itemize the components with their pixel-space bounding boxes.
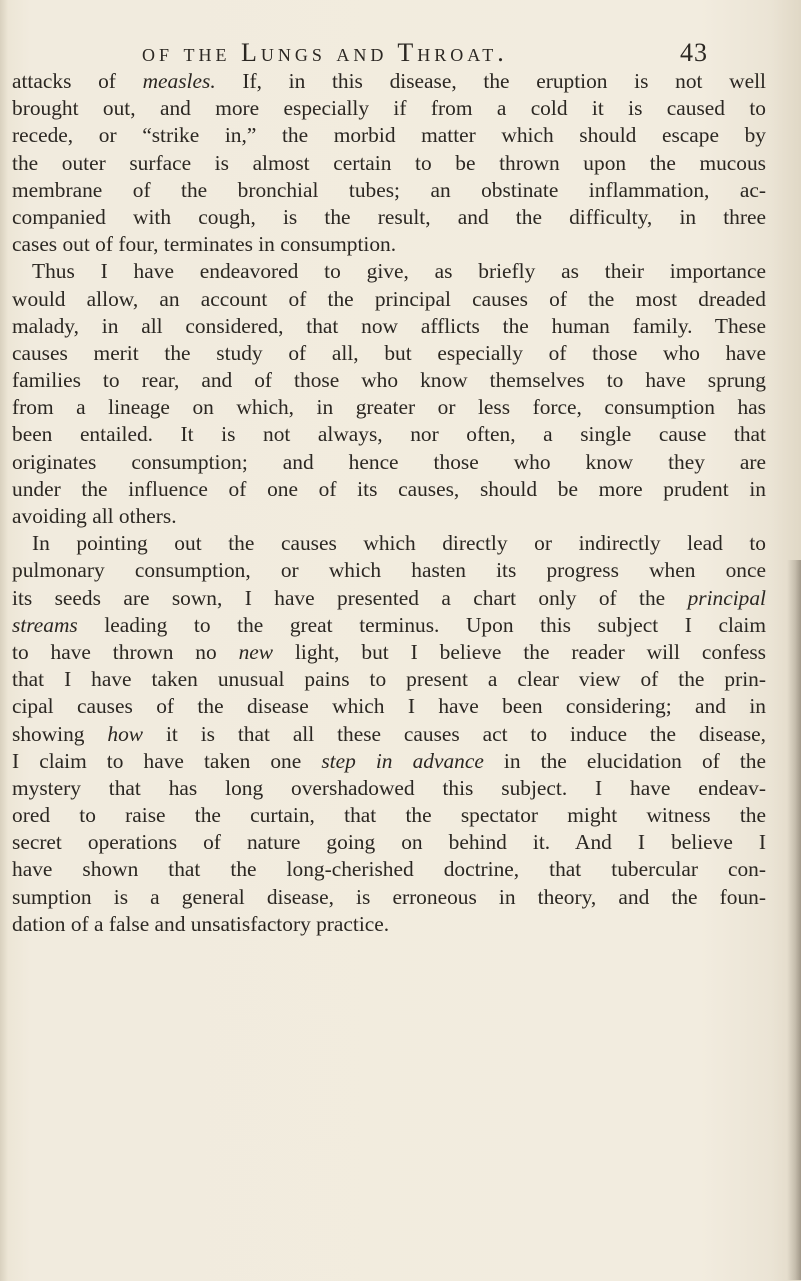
text-run: brought out, and more especially if from a cold it is caused to xyxy=(12,96,766,121)
text-line xyxy=(6,122,766,149)
text-run: secret operations of nature going on behind it. And I believe I xyxy=(12,830,766,855)
text-run: pulmonary consumption, or which hasten its progress when once xyxy=(12,558,766,583)
paragraph xyxy=(6,258,800,530)
text-run: originates consumption; and hence those who know they are xyxy=(12,449,766,474)
text-run: sumption is a general disease, is erroneous in theory, and the foun- xyxy=(12,884,766,909)
text-line xyxy=(6,394,766,421)
text-run: If, in this disease, the eruption is not well xyxy=(215,69,766,93)
text-run: would allow, an account of the principal causes of the most dreaded xyxy=(12,286,766,311)
italic-text: principal xyxy=(687,585,766,610)
text-line xyxy=(6,231,766,258)
text-line xyxy=(6,503,766,530)
text-run: its seeds are sown, I have presented a chart only of the xyxy=(12,585,688,610)
paragraph xyxy=(6,68,800,258)
text-run: been entailed. It is not always, nor often, a single cause that xyxy=(12,422,766,447)
text-run: showing xyxy=(12,721,108,746)
text-line xyxy=(6,367,766,394)
text-line xyxy=(6,612,766,639)
text-line xyxy=(6,693,766,720)
text-line xyxy=(6,258,766,285)
text-line xyxy=(6,313,766,340)
text-run: from a lineage on which, in greater or less force, consumption has xyxy=(12,395,766,420)
text-run: to have thrown no xyxy=(12,639,239,664)
text-run: that I have taken unusual pains to present a clear view of the prin- xyxy=(12,667,766,692)
text-line xyxy=(6,721,766,748)
italic-text: measles. xyxy=(142,69,216,93)
text-line xyxy=(6,68,766,95)
text-line xyxy=(6,666,766,693)
text-run: causes merit the study of all, but especially of those who have xyxy=(12,340,766,365)
text-run: have shown that the long-cherished doctrine, that tubercular con- xyxy=(12,857,766,882)
text-run: under the influence of one of its causes, should be more prudent in xyxy=(12,476,766,501)
text-run: families to rear, and of those who know themselves to have sprung xyxy=(12,368,766,393)
text-run: in the elucidation of the xyxy=(483,748,766,773)
text-run: ored to raise the curtain, that the spectator might witness the xyxy=(12,803,766,828)
text-run: leading to the great terminus. Upon this subject I claim xyxy=(77,612,766,637)
text-run: companied with cough, is the result, and the difficulty, in three xyxy=(12,204,766,229)
text-run: membrane of the bronchial tubes; an obstinate inflammation, ac- xyxy=(12,177,766,202)
text-line xyxy=(6,884,766,911)
running-title: of the Lungs and Throat. xyxy=(142,38,508,67)
text-line xyxy=(6,150,766,177)
text-line xyxy=(6,177,766,204)
text-run: avoiding all others. xyxy=(12,504,177,528)
text-line xyxy=(6,911,766,938)
text-line xyxy=(6,856,766,883)
text-run: attacks of xyxy=(12,69,143,93)
text-line xyxy=(6,557,766,584)
text-run: light, but I believe the reader will confess xyxy=(273,639,766,664)
text-line xyxy=(6,449,766,476)
text-line xyxy=(6,775,766,802)
text-line xyxy=(6,639,766,666)
text-run: it is that all these causes act to induce the disease, xyxy=(143,721,766,746)
text-run: cases out of four, terminates in consumption. xyxy=(12,232,397,257)
text-line xyxy=(6,286,766,313)
text-line xyxy=(6,421,766,448)
italic-text: new xyxy=(238,639,274,664)
text-line xyxy=(6,829,766,856)
text-run: the outer surface is almost certain to be thrown upon the mucous xyxy=(12,150,766,175)
text-line xyxy=(6,204,766,231)
text-line xyxy=(6,802,766,829)
text-line xyxy=(6,748,766,775)
text-run: I claim to have taken one xyxy=(12,748,322,773)
text-line xyxy=(6,95,766,122)
text-run: dation of a false and unsatisfactory practice. xyxy=(12,911,390,936)
text-run: recede, or “strike in,” the morbid matter which should escape by xyxy=(12,123,766,148)
italic-text: streams xyxy=(12,612,78,637)
text-line xyxy=(6,530,766,557)
text-line xyxy=(6,340,766,367)
italic-text: how xyxy=(107,721,144,746)
text-line xyxy=(6,585,766,612)
paragraph xyxy=(6,530,800,938)
text-run: In pointing out the causes which directly or indirectly lead to xyxy=(32,531,766,556)
text-run: Thus I have endeavored to give, as briefly as their importance xyxy=(32,259,766,284)
page-number: 43 xyxy=(680,38,708,67)
text-run: mystery that has long overshadowed this subject. I have endeav- xyxy=(12,775,766,800)
body-text xyxy=(6,68,800,938)
italic-text: step in advance xyxy=(321,748,484,773)
text-run: malady, in all considered, that now afflicts the human family. These xyxy=(12,313,766,338)
text-run: cipal causes of the disease which I have been considering; and in xyxy=(12,694,766,719)
text-line xyxy=(6,476,766,503)
